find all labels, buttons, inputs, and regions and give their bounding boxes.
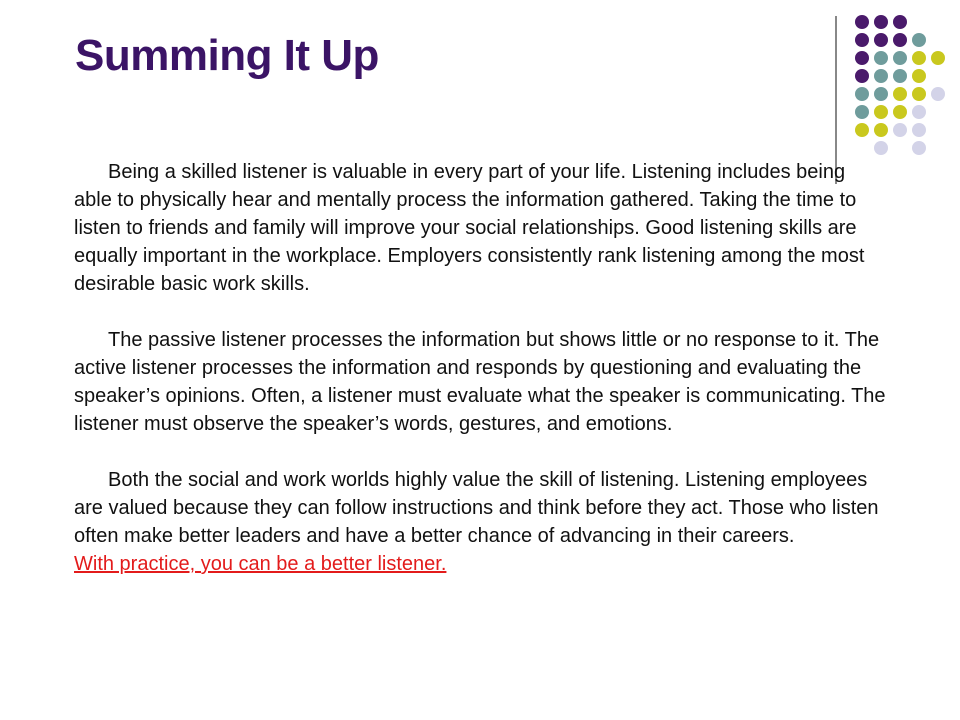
decorative-dot [893, 123, 907, 137]
paragraph-1: Being a skilled listener is valuable in every part of your life. Listening includes being able to physically hear and mentally process the information gathered. Taking the time to listen to friends and family will improve your social relationships. Good listening skills are equally important in the workplace. Employers consistently rank listening among the most desirable basic work skills. [74, 161, 865, 295]
decorative-dot [912, 69, 926, 83]
decorative-dot [912, 33, 926, 47]
decorative-dot [893, 87, 907, 101]
decorative-dot [874, 105, 888, 119]
decorative-dot [912, 141, 926, 155]
decorative-dot [912, 123, 926, 137]
decorative-dot [893, 15, 907, 29]
decorative-dot [874, 33, 888, 47]
decorative-dot [855, 69, 869, 83]
decorative-dot [912, 105, 926, 119]
closing-link[interactable]: With practice, you can be a better listener. [74, 553, 447, 575]
decorative-dot [855, 105, 869, 119]
decorative-dot [855, 15, 869, 29]
decorative-dot [855, 33, 869, 47]
decorative-dot [874, 123, 888, 137]
decorative-dot [893, 69, 907, 83]
slide-title: Summing It Up [75, 31, 379, 80]
decorative-dot [874, 87, 888, 101]
decorative-dot [874, 69, 888, 83]
decorative-dot [855, 87, 869, 101]
slide-body [74, 158, 886, 578]
decorative-dot [931, 87, 945, 101]
paragraph-3: Both the social and work worlds highly value the skill of listening. Listening employees are valued because they can follow instructions and think before they act. Those who listen often make better leaders and have a better chance of advancing in their careers. [74, 469, 879, 547]
decorative-dot [893, 105, 907, 119]
decorative-dot [893, 33, 907, 47]
decorative-dot [855, 51, 869, 65]
decorative-dot [874, 51, 888, 65]
decorative-dot [912, 51, 926, 65]
decorative-dot [893, 51, 907, 65]
decorative-dot [931, 51, 945, 65]
decorative-dot [855, 123, 869, 137]
paragraph-2: The passive listener processes the information but shows little or no response to it. The active listener processes the information and responds by questioning and evaluating the speaker’s opinions. Often, a listener must evaluate what the speaker is communicating. The listener must observe the speaker’s words, gestures, and emotions. [74, 329, 886, 435]
decorative-dot [874, 141, 888, 155]
decorative-dot [912, 87, 926, 101]
decorative-dot [874, 15, 888, 29]
